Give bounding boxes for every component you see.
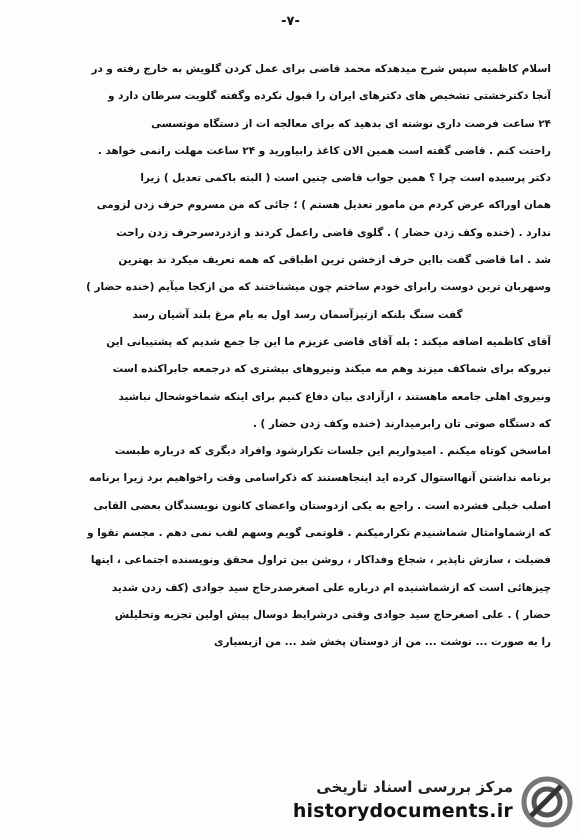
page-number: -۷- [281, 14, 300, 29]
watermark [253, 776, 573, 830]
text-line: وسهربان ترین دوست رابرای خودم ساختم چون میشناختند که من ازکجا میآیم (خنده حضار ) [86, 281, 551, 294]
watermark-url: historydocuments.ir [292, 800, 513, 822]
text-line: آقای کاظمیه اضافه میکند : بله آقای قاضی عزیزم ما این جا جمع شدیم که پشتیبانی این [106, 335, 551, 348]
text-line: آنجا دکترخشتی تشخیص های دکترهای ایران را قبول نکرده وگفته گلویت سرطان دارد و [108, 90, 551, 103]
text-line: که ازشماوامثال شماشنیدم تکرارمیکنم . قلوتمی گویم وسهم لقب نمی دهم . مجسم تقوا و [87, 527, 551, 540]
text-line: فضیلت ، سازش ناپذیر ، شجاع وفداکار ، روشن بین تراول محقق ونویسنده اجتماعی ، اینها [90, 554, 551, 567]
text-line: برنامه نداشتن آنهااستوال کرده اید اینجاهستند که ذکراسامی وقت راخواهیم برد زیرا برنامه [88, 472, 551, 485]
watermark-title: مرکز بررسی اسناد تاریخی [316, 778, 513, 796]
text-line: را به صورت ... نوشت ... من از دوستان پخش شد ... من ازبسیاری [213, 636, 551, 649]
text-line: که دستگاه صوتی تان رابرمیدارند (خنده وکف زدن حضار ) . [252, 417, 551, 430]
text-line: ونیروی اهلی جامعه ماهستند ، ازآزادی بیان دفاع کنیم برای اینکه شماخوشحال نباشید [118, 390, 551, 403]
text-line: راحتت کنم . قاضی گفته است همین الان کاغذ رابیاورید و ۲۴ ساعت مهلت رانمی خواهد . [97, 144, 551, 157]
document-body [44, 56, 551, 657]
text-line: چیزهائی است که ازشماشنیده ام درباره علی اصغرصدرحاج سید جوادی (کف زدن شدید [111, 581, 551, 594]
text-line: اسلام کاظمیه سپس شرح میدهدکه محمد قاضی برای عمل کردن گلویش به خارج رفته و در [91, 63, 551, 75]
text-line: ندارد . (خنده وکف زدن حضار ) . گلوی قاضی راعمل کردند و ازدردسرحرف زدن راحت [116, 226, 551, 239]
text-line: نیروکه برای شماکف میزند وهم مه میکند ونیروهای بیشتری که درجمعه جابراکنده است [112, 363, 551, 376]
text-line: ۲۴ ساعت فرصت داری نوشته ای بدهید که برای معالجه ات از دستگاه موتسسی [151, 117, 551, 130]
text-line: اماسخن کوتاه میکنم . امیدواریم این جلسات تکرارشود وافراد دیگری که درباره طبست [114, 445, 551, 458]
text-line: اصلب خیلی فشرده است . راجع به یکی ازدوستان واعضای کانون نویسندگان بعضی القابی [93, 499, 551, 512]
text-line: همان اوراکه عرض کردم من مامور تعدیل هستم ) ؛ جائی که من مسروم حرف زدن لزومی [96, 199, 551, 212]
text-line: دکتر پرسیده است چرا ؟ همین جواب قاضی چنین است ( البته باکمی تعدیل ) زیرا [140, 172, 551, 185]
poem-line: گفت سنگ بلنکه ازتیزآسمان رسد اول به بام مرغ بلند آشیان رسد [132, 308, 463, 321]
text-line: حضار ) . علی اصغرحاج سید جوادی وقتی درشرایط دوسال پیش اولین تجزیه وتحلیلش [114, 608, 551, 621]
text-line: شد . اما قاضی گفت بااین حرف ازخشن ترین اطباقی که همه تعریف میکرد ند بهترین [118, 254, 551, 267]
archive-logo-icon [521, 776, 573, 828]
